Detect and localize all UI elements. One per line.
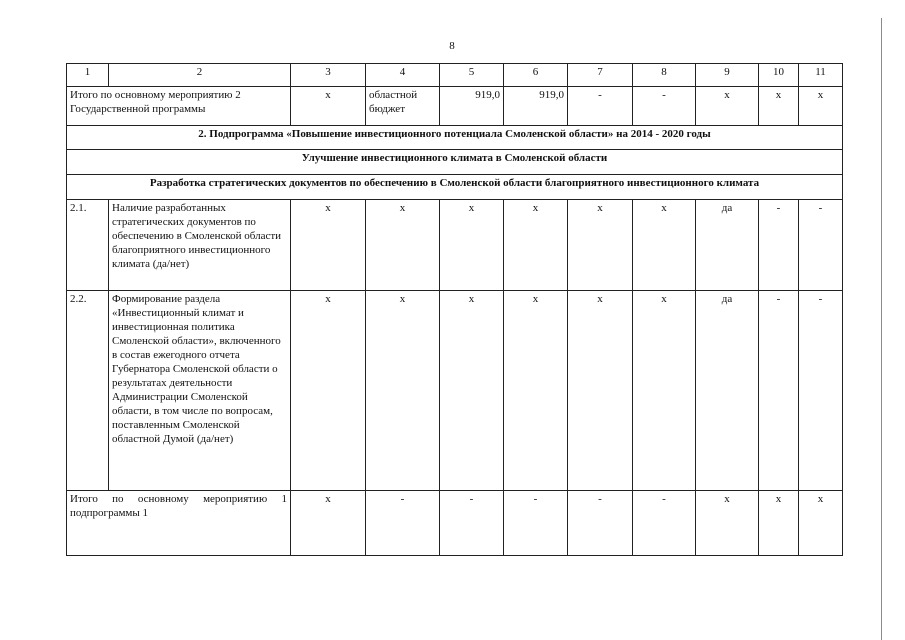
table-cell: - <box>504 491 568 556</box>
total-label: Итого по основному мероприятию 1 подпрограммы 1 <box>67 491 291 556</box>
table-cell: х <box>696 491 759 556</box>
table-cell: - <box>440 491 504 556</box>
goal-title-row <box>67 150 843 175</box>
subprogram-title: 2. Подпрограмма «Повышение инвестиционного потенциала Смоленской области» на 2014 - 2020 годы <box>67 126 843 150</box>
table-cell: 919,0 <box>504 87 568 126</box>
table-cell: х <box>759 491 799 556</box>
header-cell: 11 <box>799 64 843 87</box>
table-cell: - <box>799 291 843 491</box>
table-cell: - <box>568 491 633 556</box>
table-cell: 919,0 <box>440 87 504 126</box>
header-cell: 4 <box>366 64 440 87</box>
total-subprogram1-row <box>67 491 843 556</box>
table-cell: - <box>568 87 633 126</box>
row-number: 2.1. <box>67 200 109 291</box>
table-cell: да <box>696 200 759 291</box>
header-cell: 5 <box>440 64 504 87</box>
table-row <box>67 291 843 491</box>
table-header-row <box>67 64 843 87</box>
total-program2-row <box>67 87 843 126</box>
table-cell: - <box>633 491 696 556</box>
table-cell: х <box>799 491 843 556</box>
header-cell: 6 <box>504 64 568 87</box>
table-cell: х <box>504 291 568 491</box>
task-title-row <box>67 175 843 200</box>
table-cell: х <box>440 291 504 491</box>
table-cell: х <box>568 200 633 291</box>
table-cell: х <box>504 200 568 291</box>
table-cell: да <box>696 291 759 491</box>
table-cell: х <box>366 291 440 491</box>
header-cell: 7 <box>568 64 633 87</box>
subprogram-title-row <box>67 126 843 150</box>
table-cell: х <box>759 87 799 126</box>
table-cell: х <box>291 87 366 126</box>
funding-source-cell: областной бюджет <box>366 87 440 126</box>
table-cell: х <box>366 200 440 291</box>
row-name: Наличие разработанных стратегических документов по обеспечению в Смоленской области благоприятного инвестиционного климата (да/нет) <box>109 200 291 291</box>
header-cell: 1 <box>67 64 109 87</box>
total-label: Итого по основному мероприятию 2 Государственной программы <box>67 87 291 126</box>
table-cell: х <box>568 291 633 491</box>
table-row <box>67 200 843 291</box>
table-cell: х <box>799 87 843 126</box>
table-cell: - <box>759 200 799 291</box>
table-cell: х <box>291 291 366 491</box>
header-cell: 10 <box>759 64 799 87</box>
table-cell: х <box>291 200 366 291</box>
table-cell: х <box>696 87 759 126</box>
header-cell: 2 <box>109 64 291 87</box>
table-cell: х <box>440 200 504 291</box>
table-cell: - <box>759 291 799 491</box>
header-cell: 3 <box>291 64 366 87</box>
table-cell: х <box>633 200 696 291</box>
table-cell: - <box>799 200 843 291</box>
header-cell: 9 <box>696 64 759 87</box>
page-number: 8 <box>449 40 455 52</box>
row-number: 2.2. <box>67 291 109 491</box>
page-edge-line <box>881 18 882 640</box>
row-name: Формирование раздела «Инвестиционный климат и инвестиционная политика Смоленской области», включенного в состав ежегодного отчета Губернатора Смоленской области о результатах деятельности Администрации Смоленской области, в том числе по вопросам, поставленным Смоленской областной Думой (да/нет) <box>109 291 291 491</box>
table-cell: - <box>633 87 696 126</box>
goal-title: Улучшение инвестиционного климата в Смоленской области <box>67 150 843 175</box>
indicators-table <box>66 63 843 556</box>
table-cell: х <box>633 291 696 491</box>
task-title: Разработка стратегических документов по обеспечению в Смоленской области благоприятного инвестиционного климата <box>67 175 843 200</box>
header-cell: 8 <box>633 64 696 87</box>
table-cell: - <box>366 491 440 556</box>
table-cell: х <box>291 491 366 556</box>
